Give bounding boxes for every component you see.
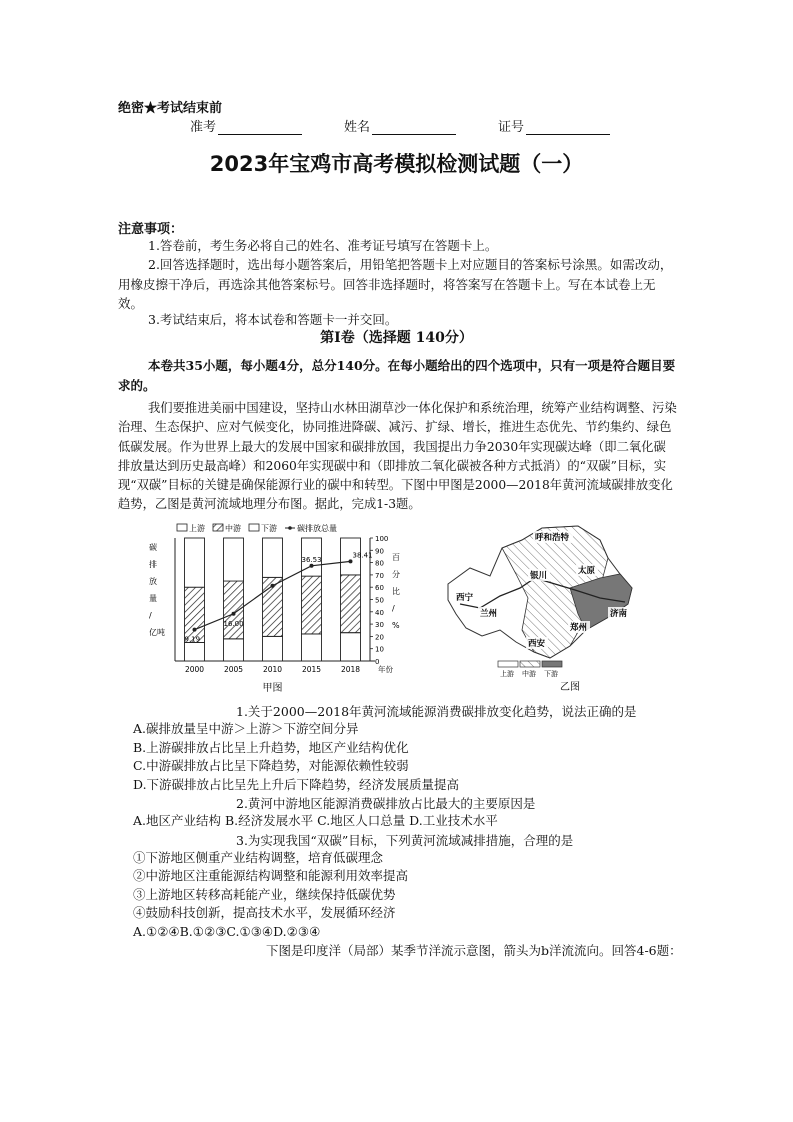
data-label: 16.00 — [223, 619, 244, 628]
map-title: 乙图 — [560, 682, 580, 693]
city-label: 银川 — [530, 571, 548, 581]
passage-1: 我们要推进美丽中国建设，坚持山水林田湖草沙一体化保护和系统治理，统筹产业结构调整、污染治理、生态保护、应对气候变化，协同推进降碳、减污、扩绿、增长，推进生态优先、节约集约、绿色低碳发展。作为世界上最大的发展中国家和碳排放国，我国提出力争2030年实现碳达峰（即二氧化碳排放量达到历史最高峰）和2060年实现碳中和（即排放二氧化碳被各种方式抵消）的“双碳”目标，实现“双碳”目标的关键是确保能源行业的碳中和转型。下图中甲图是2000—2018年黄河流域碳排放变化趋势，乙图是黄河流域地理分布图。据此，完成1-3题。 — [118, 401, 677, 512]
data-label: 36.53 — [301, 555, 322, 564]
bar-中游 — [185, 587, 205, 642]
y2-tick-label: 10 — [375, 645, 384, 654]
map-yi — [448, 526, 632, 693]
note-item: 2.回答选择题时，选出每小题答案后，用铅笔把答题卡上对应题目的答案标号涂黑。如需改动，用橡皮擦干净后，再选涂其他答案标号。回答非选择题时，将答案写在答题卡上。写在本试卷上无效。 — [118, 257, 673, 311]
candidate-fields — [190, 116, 652, 135]
y2-label-char: 百 — [392, 553, 400, 562]
bar-中游 — [341, 575, 361, 633]
chart-legend — [177, 523, 337, 533]
question-3-options — [133, 849, 678, 942]
city-label: 西宁 — [456, 593, 474, 603]
y2-label-char: / — [392, 604, 395, 613]
legend-label: 碳排放总量 — [297, 524, 337, 533]
y-label-char: 量 — [149, 594, 157, 603]
y2-tick-label: 100 — [375, 535, 389, 543]
questions — [118, 702, 682, 959]
passage-2: 下图是印度洋（局部）某季节洋流示意图，箭头为b洋流流向。回答4-6题： — [266, 943, 682, 958]
bar-下游 — [224, 538, 244, 581]
option: ②中游地区注重能源结构调整和能源利用效率提高 — [133, 868, 409, 883]
y2-tick-label: 40 — [375, 608, 384, 617]
y2-tick-label: 90 — [375, 547, 384, 556]
city-label: 西安 — [528, 639, 546, 649]
note-item: 1.答卷前，考生务必将自己的姓名、准考证号填写在答题卡上。 — [148, 238, 498, 253]
question-3-stem: 3.为实现我国“双碳”目标，下列黄河流域减排措施，合理的是 — [236, 832, 574, 848]
bar-上游 — [224, 639, 244, 661]
y-label-char: 放 — [149, 577, 157, 586]
data-label: 38.41 — [352, 551, 373, 560]
map-legend-label: 中游 — [522, 670, 536, 678]
bar-上游 — [302, 634, 322, 661]
x-tick-label: 2000 — [184, 665, 205, 674]
bar-下游 — [185, 538, 205, 587]
x-label: 年份 — [378, 665, 393, 674]
chart-jia — [149, 523, 400, 694]
option: ③上游地区转移高耗能产业，继续保持低碳优势 — [133, 886, 396, 902]
option: A.①②④B.①②③C.①③④D.②③④ — [133, 923, 321, 939]
y-label-char: 排 — [149, 560, 157, 569]
section-instructions: 本卷共35小题，每小题4分，总分140分。在每小题给出的四个选项中，只有一项是符合题目要求的。 — [118, 358, 676, 393]
option: A.碳排放量呈中游＞上游＞下游空间分异 — [133, 721, 359, 736]
bar-上游 — [185, 643, 205, 661]
y2-label-char: 比 — [392, 587, 400, 596]
bar-中游 — [302, 576, 322, 634]
bar-中游 — [224, 581, 244, 639]
question-2-stem: 2.黄河中游地区能源消费碳排放占比最大的主要原因是 — [236, 796, 536, 811]
option: D.下游碳排放占比呈先上升后下降趋势，经济发展质量提高 — [133, 776, 460, 792]
y2-tick-label: 50 — [375, 596, 384, 605]
field-name: 姓名 — [344, 116, 456, 135]
option: C.中游碳排放占比呈下降趋势，对能源依赖性较弱 — [133, 758, 409, 773]
option: B.上游碳排放占比呈上升趋势，地区产业结构优化 — [133, 739, 409, 755]
city-label: 济南 — [610, 609, 628, 619]
legend-swatch — [177, 524, 187, 531]
option: ①下游地区侧重产业结构调整，培育低碳理念 — [133, 849, 384, 865]
figure — [130, 518, 675, 698]
section-title: 第Ⅰ卷（选择题 140分） — [320, 330, 473, 346]
legend-label: 上游 — [189, 524, 205, 533]
legend-swatch — [213, 524, 223, 531]
y2-tick-label: 30 — [375, 621, 384, 630]
legend-label: 下游 — [261, 524, 277, 533]
option: ④鼓励科技创新，提高技术水平，发展循环经济 — [133, 905, 396, 920]
bar-下游 — [263, 538, 283, 577]
city-label: 兰州 — [480, 609, 498, 619]
city-label: 郑州 — [570, 623, 588, 633]
map-legend-swatch — [498, 661, 518, 667]
y2-tick-label: 0 — [375, 658, 380, 666]
total-point — [232, 612, 236, 616]
y2-label-char: 分 — [392, 570, 400, 579]
total-point — [349, 559, 353, 563]
question-1-options — [133, 720, 678, 794]
x-tick-label: 2010 — [262, 665, 283, 674]
map-legend-label: 下游 — [544, 670, 558, 678]
bar-上游 — [263, 636, 283, 661]
chart-title: 甲图 — [262, 683, 283, 694]
field-exam-number: 准考 — [190, 116, 302, 135]
legend-swatch — [249, 524, 259, 531]
exam-title: 2023年宝鸡市高考模拟检测试题（一） — [209, 152, 584, 176]
y2-tick-label: 70 — [375, 571, 384, 580]
map-legend-label: 上游 — [500, 670, 514, 678]
note-item: 3.考试结束后，将本试卷和答题卡一并交回。 — [148, 312, 398, 327]
question-1-stem: 1.关于2000—2018年黄河流域能源消费碳排放变化趋势，说法正确的是 — [236, 704, 637, 719]
y2-tick-label: 60 — [375, 584, 384, 593]
city-label: 太原 — [578, 566, 596, 576]
x-tick-label: 2015 — [301, 665, 322, 674]
confidential-mark: 绝密★考试结束前 — [118, 101, 223, 116]
x-tick-label: 2005 — [223, 665, 244, 674]
y2-label-char: % — [392, 621, 400, 630]
y-label-char: 碳 — [149, 543, 157, 552]
y2-tick-label: 20 — [375, 633, 384, 642]
total-point — [310, 564, 314, 568]
map-legend-swatch — [542, 661, 562, 667]
x-tick-label: 2018 — [340, 665, 361, 674]
notes-heading: 注意事项： — [118, 222, 184, 237]
total-point — [271, 584, 275, 588]
map-legend-swatch — [520, 661, 540, 667]
y-label-char: 亿吨 — [149, 628, 165, 637]
total-point — [193, 628, 197, 632]
city-label: 呼和浩特 — [535, 533, 570, 543]
question-2-options — [133, 812, 678, 831]
data-label: 9.19 — [184, 635, 201, 644]
y2-tick-label: 80 — [375, 559, 384, 568]
bar-上游 — [341, 633, 361, 661]
legend-point — [288, 526, 292, 530]
legend-label: 中游 — [225, 524, 241, 533]
option: A.地区产业结构 B.经济发展水平 C.地区人口总量 D.工业技术水平 — [133, 813, 498, 828]
y-label-char: / — [149, 611, 152, 620]
field-id: 证号 — [498, 116, 610, 135]
